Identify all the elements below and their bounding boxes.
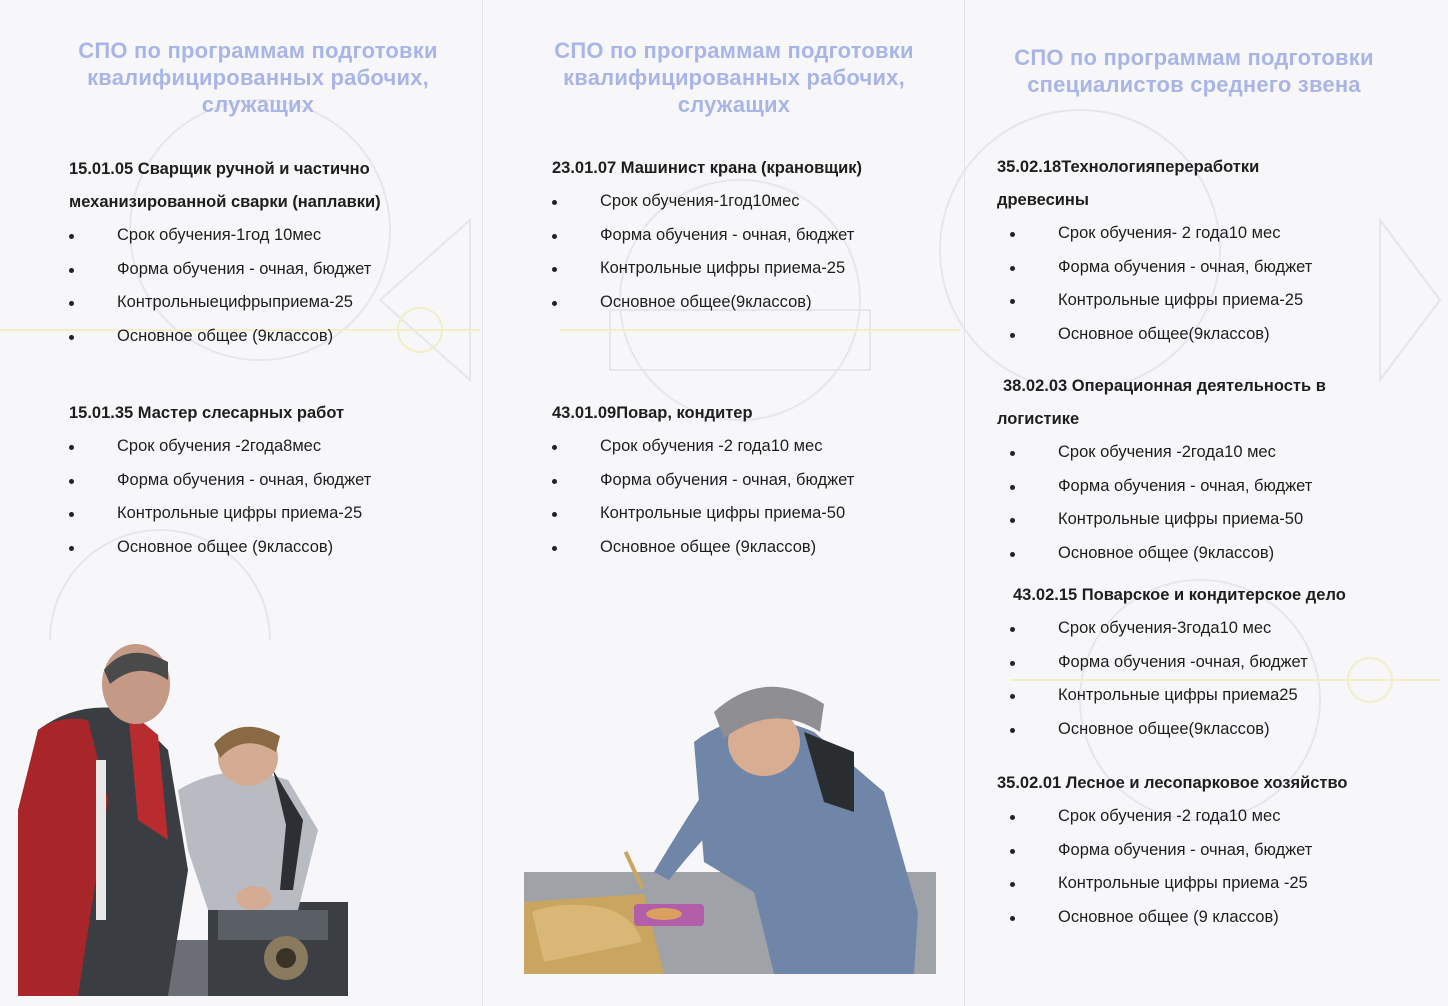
bullet-icon bbox=[1010, 333, 1015, 338]
list-item-text: Форма обучения - очная, бюджет bbox=[117, 470, 372, 489]
list-item bbox=[552, 497, 962, 531]
program-title bbox=[997, 370, 1437, 436]
panel-heading bbox=[496, 37, 972, 118]
list-item bbox=[69, 253, 479, 287]
bullet-icon bbox=[69, 268, 74, 273]
program-details-list bbox=[997, 436, 1437, 570]
program-title-line: логистике bbox=[997, 410, 1080, 428]
list-item bbox=[997, 679, 1437, 713]
bullet-icon bbox=[1010, 451, 1015, 456]
program-details-list bbox=[69, 430, 479, 564]
panel-heading bbox=[20, 37, 496, 118]
list-item-text: Основное общее (9классов) bbox=[117, 326, 334, 345]
list-item bbox=[69, 286, 479, 320]
bullet-icon bbox=[1010, 266, 1015, 271]
program-block bbox=[997, 579, 1437, 746]
panel-specialists bbox=[964, 0, 1448, 1006]
bullet-icon bbox=[552, 234, 557, 239]
program-title-line: 23.01.07 Машинист крана (крановщик) bbox=[552, 159, 863, 177]
list-item-text: Срок обучения-1год 10мес bbox=[117, 226, 322, 244]
list-item-text: Срок обучения -2 года10 мес bbox=[600, 437, 823, 455]
list-item bbox=[997, 646, 1437, 680]
panel-workers-1 bbox=[0, 0, 482, 1006]
bullet-icon bbox=[69, 301, 74, 306]
program-title-line: 35.02.01 Лесное и лесопарковое хозяйство bbox=[997, 774, 1348, 792]
list-item bbox=[997, 503, 1437, 537]
bullet-icon bbox=[69, 234, 74, 239]
list-item-text: Контрольныецифрыприема-25 bbox=[117, 293, 353, 312]
panel-workers-2 bbox=[482, 0, 964, 1006]
program-title bbox=[69, 153, 479, 219]
list-item bbox=[552, 185, 962, 219]
list-item-text: Форма обучения -очная, бюджет bbox=[1058, 652, 1308, 671]
list-item-text: Контрольные цифры приема-25 bbox=[1058, 291, 1304, 310]
program-title bbox=[552, 397, 962, 430]
list-item-text: Контрольные цифры приема25 bbox=[1058, 686, 1298, 705]
program-details-list bbox=[997, 800, 1437, 934]
list-item bbox=[997, 537, 1437, 571]
list-item bbox=[69, 497, 479, 531]
list-item-text: Контрольные цифры приема-25 bbox=[600, 259, 846, 278]
program-block bbox=[997, 151, 1437, 351]
list-item bbox=[997, 251, 1437, 285]
bullet-icon bbox=[1010, 518, 1015, 523]
list-item bbox=[997, 436, 1437, 470]
list-item bbox=[997, 713, 1437, 747]
list-item-text: Форма обучения - очная, бюджет bbox=[1058, 840, 1313, 859]
list-item bbox=[69, 320, 479, 354]
list-item-text: Срок обучения-1год10мес bbox=[600, 192, 800, 210]
program-block bbox=[997, 370, 1437, 570]
program-title-line: 15.01.35 Мастер слесарных работ bbox=[69, 404, 345, 422]
program-block bbox=[552, 152, 962, 319]
panel-heading bbox=[964, 44, 1424, 98]
list-item-text: Форма обучения - очная, бюджет bbox=[1058, 257, 1313, 276]
bullet-icon bbox=[69, 445, 74, 450]
list-item bbox=[69, 430, 479, 464]
list-item-text: Основное общее (9классов) bbox=[117, 537, 334, 556]
list-item-text: Основное общее (9классов) bbox=[1058, 543, 1275, 562]
list-item-text: Контрольные цифры приема-50 bbox=[600, 504, 846, 523]
bullet-icon bbox=[1010, 232, 1015, 237]
program-title-line: древесины bbox=[997, 191, 1089, 209]
list-item bbox=[69, 219, 479, 253]
list-item bbox=[552, 286, 962, 320]
program-title-line: 35.02.18Технологияпереработки bbox=[997, 158, 1260, 176]
program-block bbox=[69, 397, 479, 564]
bullet-icon bbox=[69, 479, 74, 484]
bullet-icon bbox=[1010, 916, 1015, 921]
list-item bbox=[997, 901, 1437, 935]
list-item bbox=[552, 219, 962, 253]
bullet-icon bbox=[1010, 485, 1015, 490]
cook-photo bbox=[524, 672, 936, 974]
list-item bbox=[69, 464, 479, 498]
program-details-list bbox=[997, 217, 1437, 351]
list-item-text: Основное общее (9 классов) bbox=[1058, 907, 1279, 926]
list-item bbox=[997, 470, 1437, 504]
list-item bbox=[69, 531, 479, 565]
program-title-line: 38.02.03 Операционная деятельность в bbox=[1003, 377, 1326, 395]
list-item bbox=[552, 531, 962, 565]
list-item-text: Форма обучения - очная, бюджет bbox=[117, 259, 372, 278]
heading-line: СПО по программам подготовки bbox=[78, 38, 438, 63]
bullet-icon bbox=[1010, 552, 1015, 557]
heading-line: служащих bbox=[677, 92, 791, 117]
program-title bbox=[997, 151, 1437, 217]
list-item bbox=[552, 464, 962, 498]
bullet-icon bbox=[1010, 882, 1015, 887]
list-item bbox=[997, 800, 1437, 834]
program-title-line: 43.02.15 Поварское и кондитерское дело bbox=[1013, 586, 1346, 604]
bullet-icon bbox=[69, 335, 74, 340]
program-details-list bbox=[552, 185, 962, 319]
bullet-icon bbox=[552, 301, 557, 306]
heading-line: СПО по программам подготовки bbox=[554, 38, 914, 63]
list-item-text: Срок обучения- 2 года10 мес bbox=[1058, 224, 1281, 242]
list-item-text: Форма обучения - очная, бюджет bbox=[600, 470, 855, 489]
list-item-text: Основное общее(9классов) bbox=[1058, 719, 1270, 738]
program-title bbox=[69, 397, 479, 430]
list-item-text: Срок обучения-3года10 мес bbox=[1058, 619, 1272, 637]
list-item bbox=[997, 867, 1437, 901]
bullet-icon bbox=[1010, 661, 1015, 666]
list-item-text: Основное общее(9классов) bbox=[1058, 324, 1270, 343]
bullet-icon bbox=[1010, 694, 1015, 699]
bullet-icon bbox=[552, 267, 557, 272]
list-item-text: Срок обучения -2 года10 мес bbox=[1058, 807, 1281, 825]
list-item-text: Контрольные цифры приема -25 bbox=[1058, 874, 1308, 893]
heading-line: СПО по программам подготовки bbox=[1014, 45, 1374, 70]
program-details-list bbox=[552, 430, 962, 564]
program-block bbox=[997, 767, 1437, 934]
list-item bbox=[997, 612, 1437, 646]
workshop-photo bbox=[18, 640, 370, 996]
bullet-icon bbox=[552, 512, 557, 517]
heading-line: квалифицированных рабочих, bbox=[563, 65, 905, 90]
bullet-icon bbox=[1010, 728, 1015, 733]
program-block bbox=[69, 153, 479, 353]
heading-line: специалистов среднего звена bbox=[1027, 72, 1361, 97]
program-title-line: 43.01.09Повар, кондитер bbox=[552, 404, 753, 422]
bullet-icon bbox=[69, 512, 74, 517]
program-title bbox=[552, 152, 962, 185]
list-item-text: Форма обучения - очная, бюджет bbox=[600, 225, 855, 244]
bullet-icon bbox=[552, 479, 557, 484]
list-item bbox=[997, 217, 1437, 251]
list-item-text: Основное общее(9классов) bbox=[600, 292, 812, 311]
list-item-text: Основное общее (9классов) bbox=[600, 537, 817, 556]
bullet-icon bbox=[69, 546, 74, 551]
list-item bbox=[997, 284, 1437, 318]
program-details-list bbox=[69, 219, 479, 353]
list-item bbox=[997, 834, 1437, 868]
list-item bbox=[552, 252, 962, 286]
bullet-icon bbox=[552, 445, 557, 450]
program-title-line: механизированной сварки (наплавки) bbox=[69, 193, 381, 211]
bullet-icon bbox=[1010, 299, 1015, 304]
program-title-line: 15.01.05 Сварщик ручной и частично bbox=[69, 160, 370, 178]
bullet-icon bbox=[1010, 849, 1015, 854]
list-item-text: Форма обучения - очная, бюджет bbox=[1058, 476, 1313, 495]
list-item-text: Срок обучения -2года10 мес bbox=[1058, 443, 1276, 461]
program-block bbox=[552, 397, 962, 564]
list-item bbox=[997, 318, 1437, 352]
program-title bbox=[997, 767, 1437, 800]
heading-line: квалифицированных рабочих, bbox=[87, 65, 429, 90]
list-item-text: Контрольные цифры приема-25 bbox=[117, 504, 363, 523]
bullet-icon bbox=[552, 200, 557, 205]
list-item-text: Срок обучения -2года8мес bbox=[117, 437, 322, 455]
list-item bbox=[552, 430, 962, 464]
heading-line: служащих bbox=[201, 92, 315, 117]
bullet-icon bbox=[1010, 627, 1015, 632]
list-item-text: Контрольные цифры приема-50 bbox=[1058, 510, 1304, 529]
program-details-list bbox=[997, 612, 1437, 746]
program-title bbox=[997, 579, 1437, 612]
bullet-icon bbox=[1010, 815, 1015, 820]
bullet-icon bbox=[552, 546, 557, 551]
